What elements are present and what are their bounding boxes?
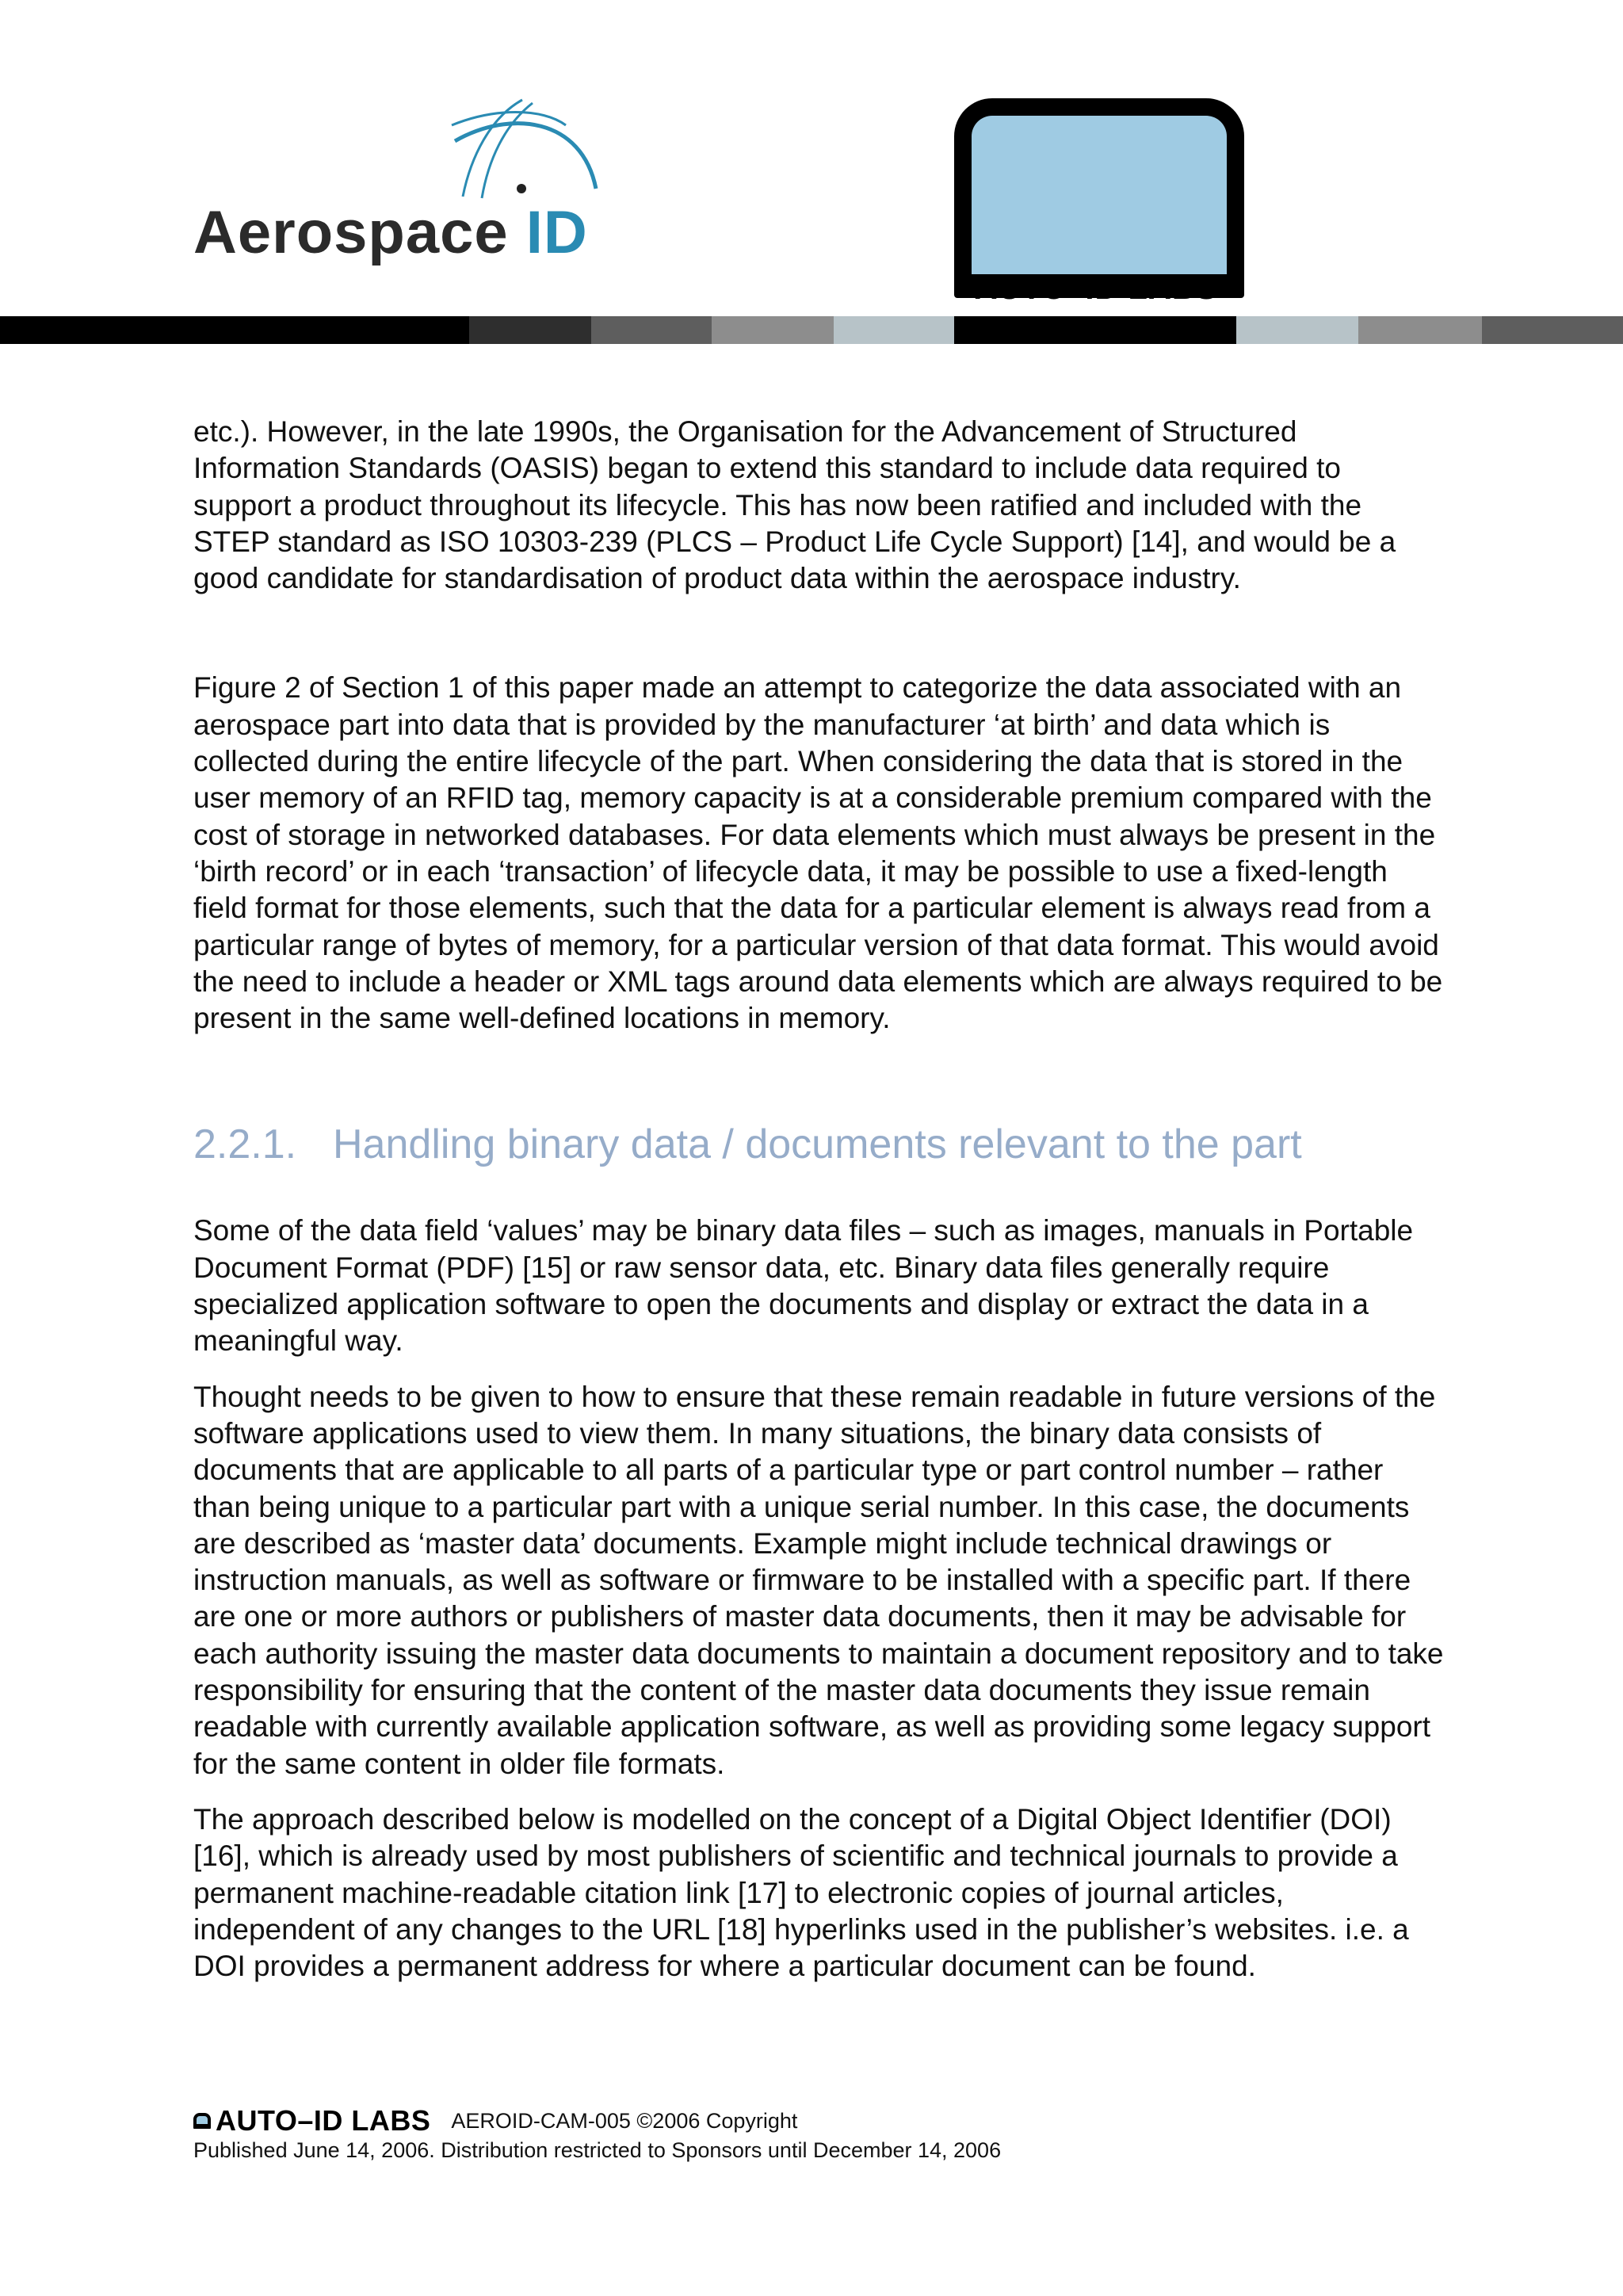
aerospace-logo-text [193,198,588,267]
stripe-segment [834,316,954,344]
paragraph-binary-files: Some of the data field ‘values’ may be binary data files – such as images, manuals in Portable Document Format (PDF) [15] or raw sensor data, etc. Binary data files generally require specialized application software to open the documents and display or extract the data in a meaningful way. [193,1214,1414,1358]
auto-id-labs-logo [949,94,1241,309]
aerospace-id-logo [193,94,605,268]
footer-brand: AUTO–ID LABS [216,2104,431,2137]
paragraph-master-data: Thought needs to be given to how to ensure that these remain readable in future versions of the software applications used to view them. In many situations, the binary data consists of documents that are applicable to all parts of a particular type or part control number – rather than being unique to a particular part with a unique serial number. In this case, the documents are described as ‘master data’ documents. Example might include technical drawings or instruction manuals, as well as software or firmware to be installed with a specific part. If there are one or more authors or publishers of master data documents, then it may be advisable for each authority issuing the master data documents to maintain a document repository and to take responsibility for ensuring that the content of the master data documents they issue remain readable with currently available application software, as well as providing some legacy support for the same content in older file formats. [193,1380,1444,1780]
footer-brand-line [193,2105,1382,2137]
paragraph-doi: The approach described below is modelled on the concept of a Digital Object Identifier (DOI) [16], which is already used by most publishers of scientific and technical journals to provide a permanent machine-readable citation link [17] to electronic copies of journal articles, independent of any changes to the URL [18] hyperlinks used in the publisher’s websites. i.e. a DOI provides a permanent address for where a particular document can be found. [193,1802,1409,1983]
stripe-segment [1358,316,1482,344]
aerospace-logo-id: ID [525,199,588,266]
auto-id-mini-logo-icon [193,2113,211,2129]
stripe-segment [591,316,712,344]
auto-id-labs-label: AUTO–ID LABS [974,271,1218,306]
section-number: 2.2.1. [193,1121,297,1168]
paragraph-data-categories: Figure 2 of Section 1 of this paper made an attempt to categorize the data associated with an aerospace part into data that is provided by the manufacturer ‘at birth’ and data which is collected during the entire lifecycle of the part. When considering the data that is stored in the user memory of an RFID tag, memory capacity is at a considerable premium compared with the cost of storage in networked databases. For data elements which must always be present in the ‘birth record’ or in each ‘transaction’ of lifecycle data, it may be possible to use a fixed-length field format for those elements, such that the data for a particular element is always read from a particular range of bytes of memory, for a particular version of that data format. This would avoid the need to include a header or XML tags around data elements which are always required to be present in the same well-defined locations in memory. [193,671,1443,1035]
section-title: Handling binary data / documents relevant to the part [333,1121,1302,1168]
stripe-segment [469,316,591,344]
stripe-segment [712,316,834,344]
document-body [193,414,1445,1985]
header-stripe-bar [0,316,1623,344]
stripe-segment [0,316,469,344]
orbit-swoosh-icon [447,94,605,212]
footer-doc-code: AEROID-CAM-005 ©2006 Copyright [451,2108,798,2133]
paragraph-plcs: etc.). However, in the late 1990s, the Organisation for the Advancement of Structured Information Standards (OASIS) began to extend this standard to include data required to support a product throughout its lifecycle. This has now been ratified and included with the STEP standard as ISO 10303-239 (PLCS – Product Life Cycle Support) [14], and would be a good candidate for standardisation of product data within the aerospace industry. [193,415,1396,595]
auto-id-screen-icon [954,98,1244,298]
section-heading [193,1119,1445,1170]
stripe-segment [1482,316,1623,344]
stripe-segment [954,316,1236,344]
footer-published: Published June 14, 2006. Distribution restricted to Sponsors until December 14, 2006 [193,2138,1002,2162]
stripe-segment [1236,316,1358,344]
aerospace-logo-word: Aerospace [193,199,509,266]
page-footer [193,2105,1382,2163]
